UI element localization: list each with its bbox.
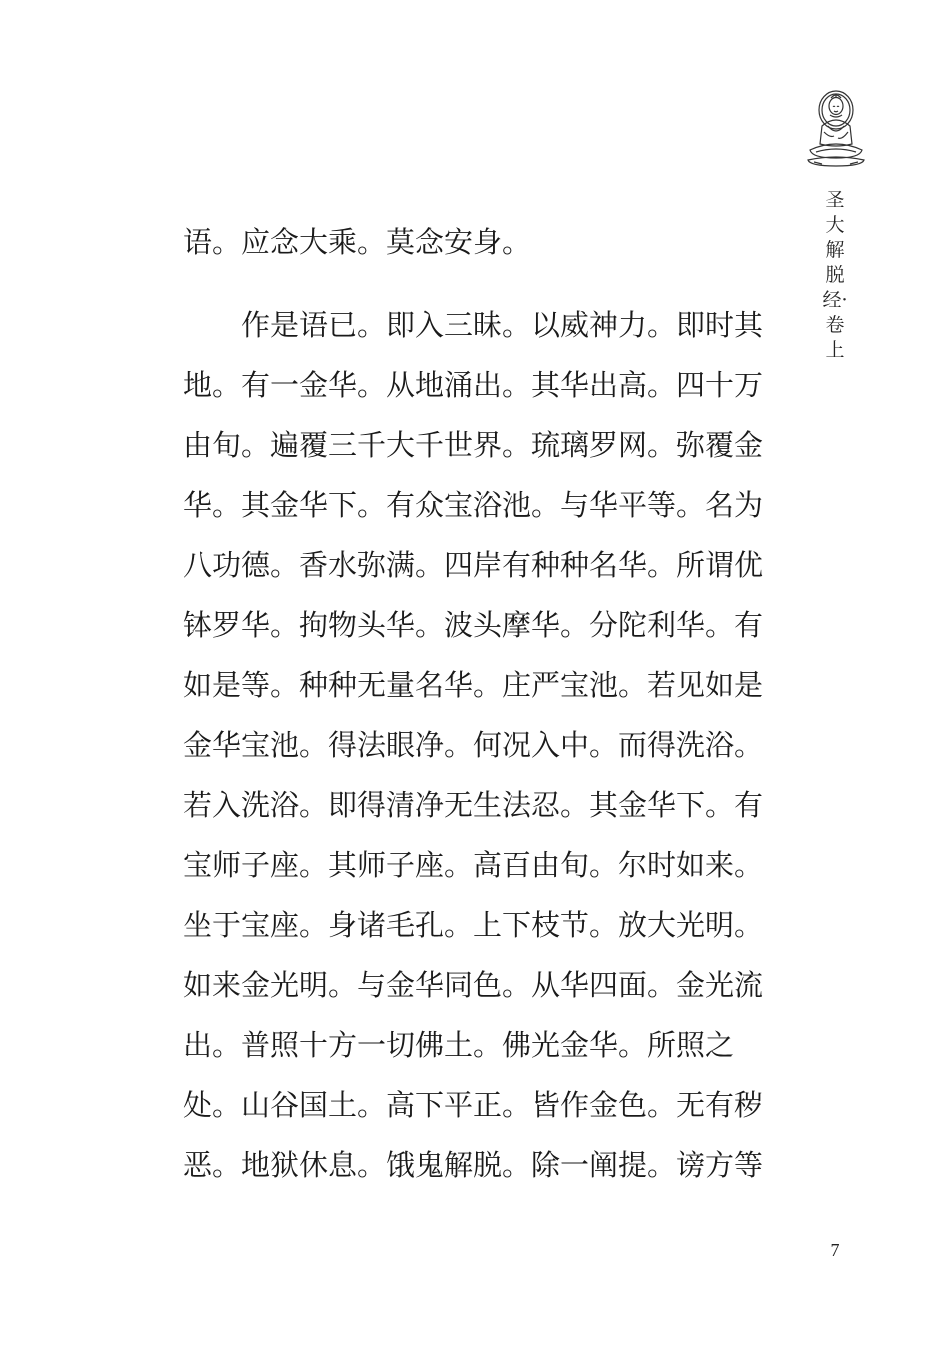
paragraph-gap bbox=[183, 272, 773, 295]
text-line: 钵罗华。拘物头华。波头摩华。分陀利华。有 bbox=[183, 608, 764, 642]
text-line: 如来金光明。与金华同色。从华四面。金光流 bbox=[183, 968, 764, 1002]
text-line: 如是等。种种无量名华。庄严宝池。若见如是 bbox=[183, 668, 764, 702]
text-line: 若入洗浴。即得清净无生法忍。其金华下。有 bbox=[183, 788, 764, 822]
text-line: 处。山谷国土。高下平正。皆作金色。无有秽 bbox=[183, 1088, 764, 1122]
text-line: 华。其金华下。有众宝浴池。与华平等。名为 bbox=[183, 488, 764, 522]
text-line: 出。普照十方一切佛土。佛光金华。所照之 bbox=[183, 1028, 735, 1062]
text-line: 作是语已。即入三昧。以威神力。即时其 bbox=[183, 308, 764, 342]
text-line: 宝师子座。其师子座。高百由旬。尔时如来。 bbox=[183, 848, 764, 882]
text-line: 恶。地狱休息。饿鬼解脱。除一阐提。谤方等 bbox=[183, 1148, 764, 1182]
text-line: 八功德。香水弥满。四岸有种种名华。所谓优 bbox=[183, 548, 764, 582]
side-running-title: 圣大解脱经·卷上 bbox=[822, 189, 848, 361]
text-line: 语。应念大乘。莫念安身。 bbox=[183, 225, 532, 259]
text-line: 由旬。遍覆三千大千世界。琉璃罗网。弥覆金 bbox=[183, 428, 764, 462]
text-line: 金华宝池。得法眼净。何况入中。而得洗浴。 bbox=[183, 728, 764, 762]
text-line: 坐于宝座。身诸毛孔。上下枝节。放大光明。 bbox=[183, 908, 764, 942]
seated-buddha-icon bbox=[800, 86, 872, 168]
text-line: 地。有一金华。从地涌出。其华出高。四十万 bbox=[183, 368, 764, 402]
page-number: 7 bbox=[830, 1240, 840, 1260]
main-text bbox=[183, 212, 773, 1195]
